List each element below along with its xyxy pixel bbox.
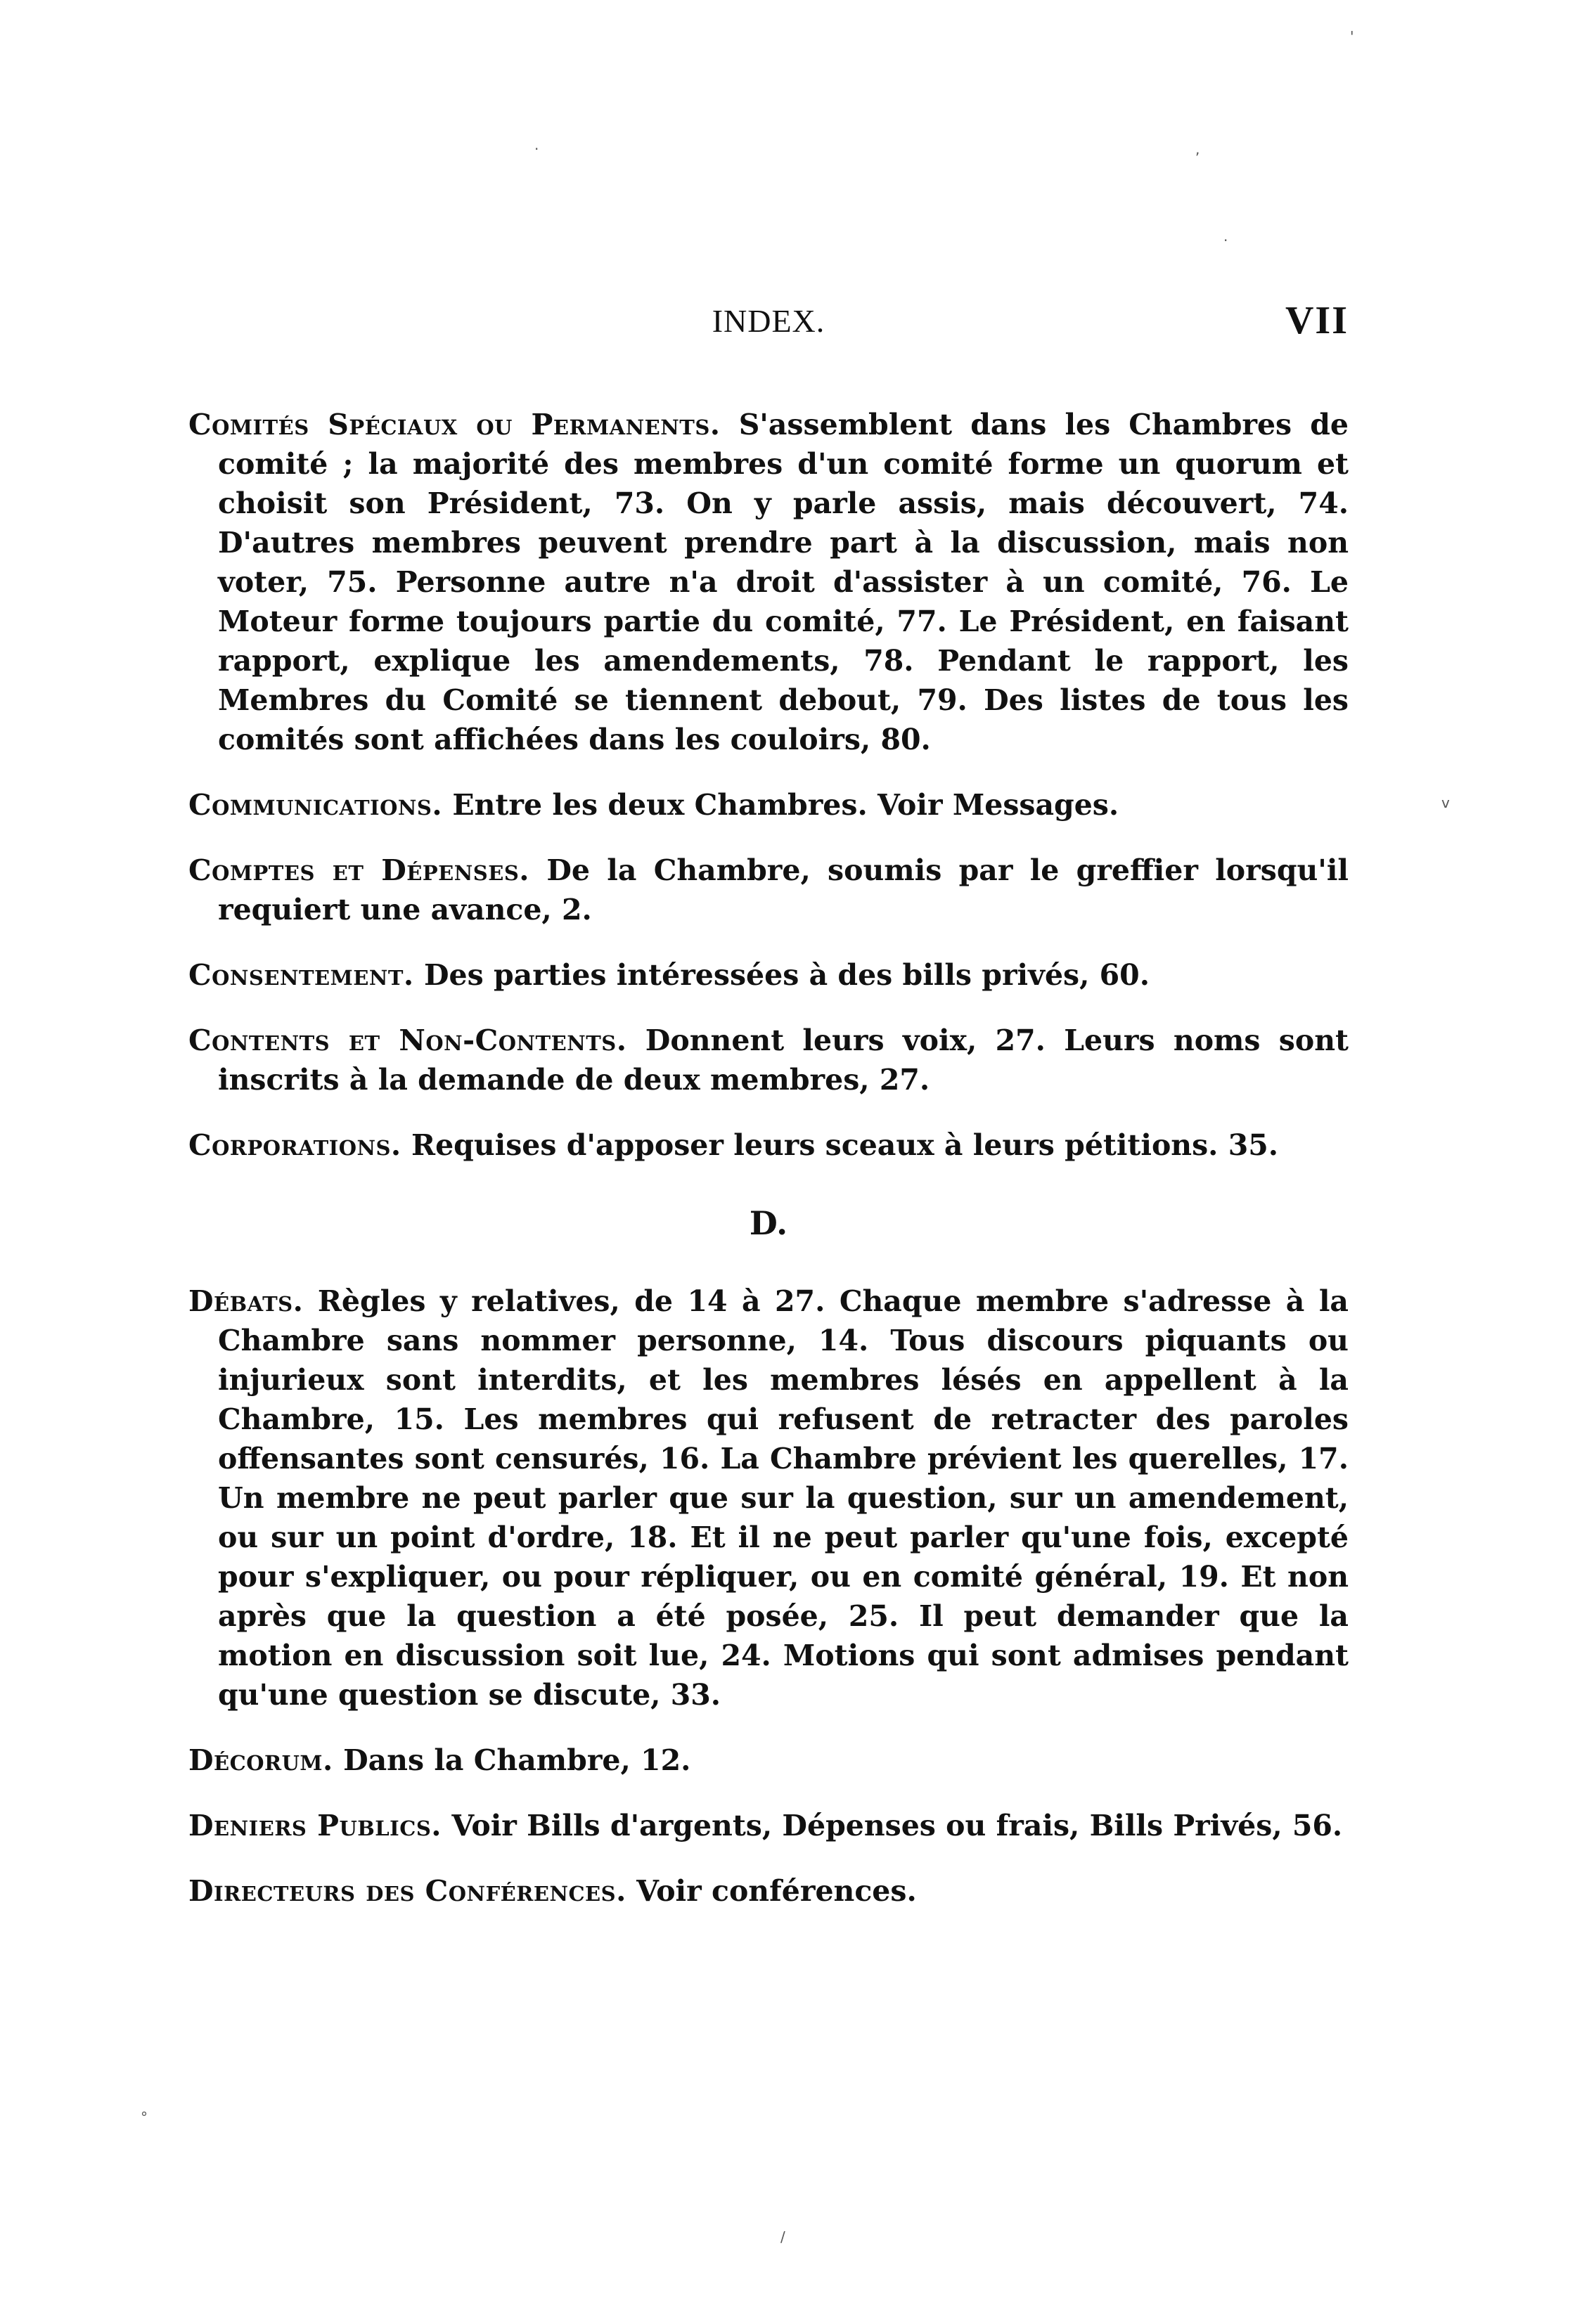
entry-text: Voir Bills d'argents, Dépenses ou frais, Bills Privés, 56.	[451, 1809, 1343, 1842]
page-header	[188, 295, 1349, 351]
entry-heading: Comités Spéciaux ou Permanents.	[188, 408, 721, 441]
entry-heading: Débats.	[188, 1284, 304, 1318]
entry-text: Entre les deux Chambres. Voir Messages.	[452, 788, 1119, 822]
index-entry	[188, 1871, 1349, 1911]
entry-heading: Directeurs des Conférences.	[188, 1874, 626, 1908]
entry-text: Des parties intéressées à des bills privés, 60.	[424, 958, 1150, 992]
entry-heading: Décorum.	[188, 1743, 333, 1777]
index-entry	[188, 955, 1349, 995]
entry-heading: Corporations.	[188, 1128, 401, 1162]
section-letter: D.	[749, 1204, 788, 1242]
entry-text: Donnent leurs voix, 27. Leurs noms sont inscrits à la demande de deux membres, 27.	[218, 1024, 1349, 1097]
entry-heading: Communications.	[188, 788, 443, 822]
entry-text: De la Chambre, soumis par le greffier lorsqu'il requiert une avance, 2.	[218, 853, 1349, 927]
print-speck: ,	[1195, 141, 1200, 157]
running-head: INDEX.	[712, 303, 825, 339]
print-speck: '	[1350, 28, 1354, 45]
print-speck: °	[141, 2109, 148, 2126]
index-entry	[188, 785, 1349, 825]
index-entry	[188, 405, 1349, 759]
index-entry	[188, 851, 1349, 929]
index-entry	[188, 1741, 1349, 1780]
index-entry	[188, 1806, 1349, 1845]
print-speck: ·	[534, 141, 539, 157]
entry-text: Requises d'apposer leurs sceaux à leurs pétitions. 35.	[411, 1128, 1279, 1162]
print-speck: v	[1441, 794, 1450, 811]
entry-heading: Consentement.	[188, 958, 414, 992]
index-entry	[188, 1125, 1349, 1165]
entry-heading: Contents et Non-Contents.	[188, 1024, 627, 1057]
index-page	[188, 295, 1349, 1937]
index-entry	[188, 1021, 1349, 1099]
print-speck: /	[780, 2228, 785, 2245]
print-speck: ·	[1223, 232, 1228, 249]
entry-heading: Deniers Publics.	[188, 1809, 442, 1842]
entry-text: Dans la Chambre, 12.	[343, 1743, 691, 1777]
index-entry	[188, 1282, 1349, 1715]
entry-text: Voir conférences.	[636, 1874, 917, 1908]
entry-text: S'assemblent dans les Chambres de comité ; la majorité des membres d'un comité forme un quorum et choisit son Président, 73. On y parle assis, mais découvert, 74. D'autres membres peuvent prendre part à la discussion, mais non voter, 75. Personne autre n'a droit d'assister à un comité, 76. Le Moteur forme toujours partie du comité, 77. Le Président, en faisant rapport, explique les amendements, 78. Pendant le rapport, les Membres du Comité se tiennent debout, 79. Des listes de tous les comités sont affichées dans les couloirs, 80.	[218, 408, 1349, 756]
entry-heading: Comptes et Dépenses.	[188, 853, 530, 887]
entry-text: Règles y relatives, de 14 à 27. Chaque membre s'adresse à la Chambre sans nommer personne, 14. Tous discours piquants ou injurieux sont interdits, et les membres lésés en appellent à la Chambre, 15. Les membres qui refusent de retracter des paroles offensantes sont censurés, 16. La Chambre prévient les querelles, 17. Un membre ne peut parler que sur la question, sur un amendement, ou sur un point d'ordre, 18. Et il ne peut parler qu'une fois, excepté pour s'expliquer, ou pour répliquer, ou en comité général, 19. Et non après que la question a été posée, 25. Il peut demander que la motion en discussion soit lue, 24. Motions qui sont admises pendant qu'une question se discute, 33.	[218, 1284, 1349, 1712]
page-number: VII	[1285, 299, 1349, 342]
